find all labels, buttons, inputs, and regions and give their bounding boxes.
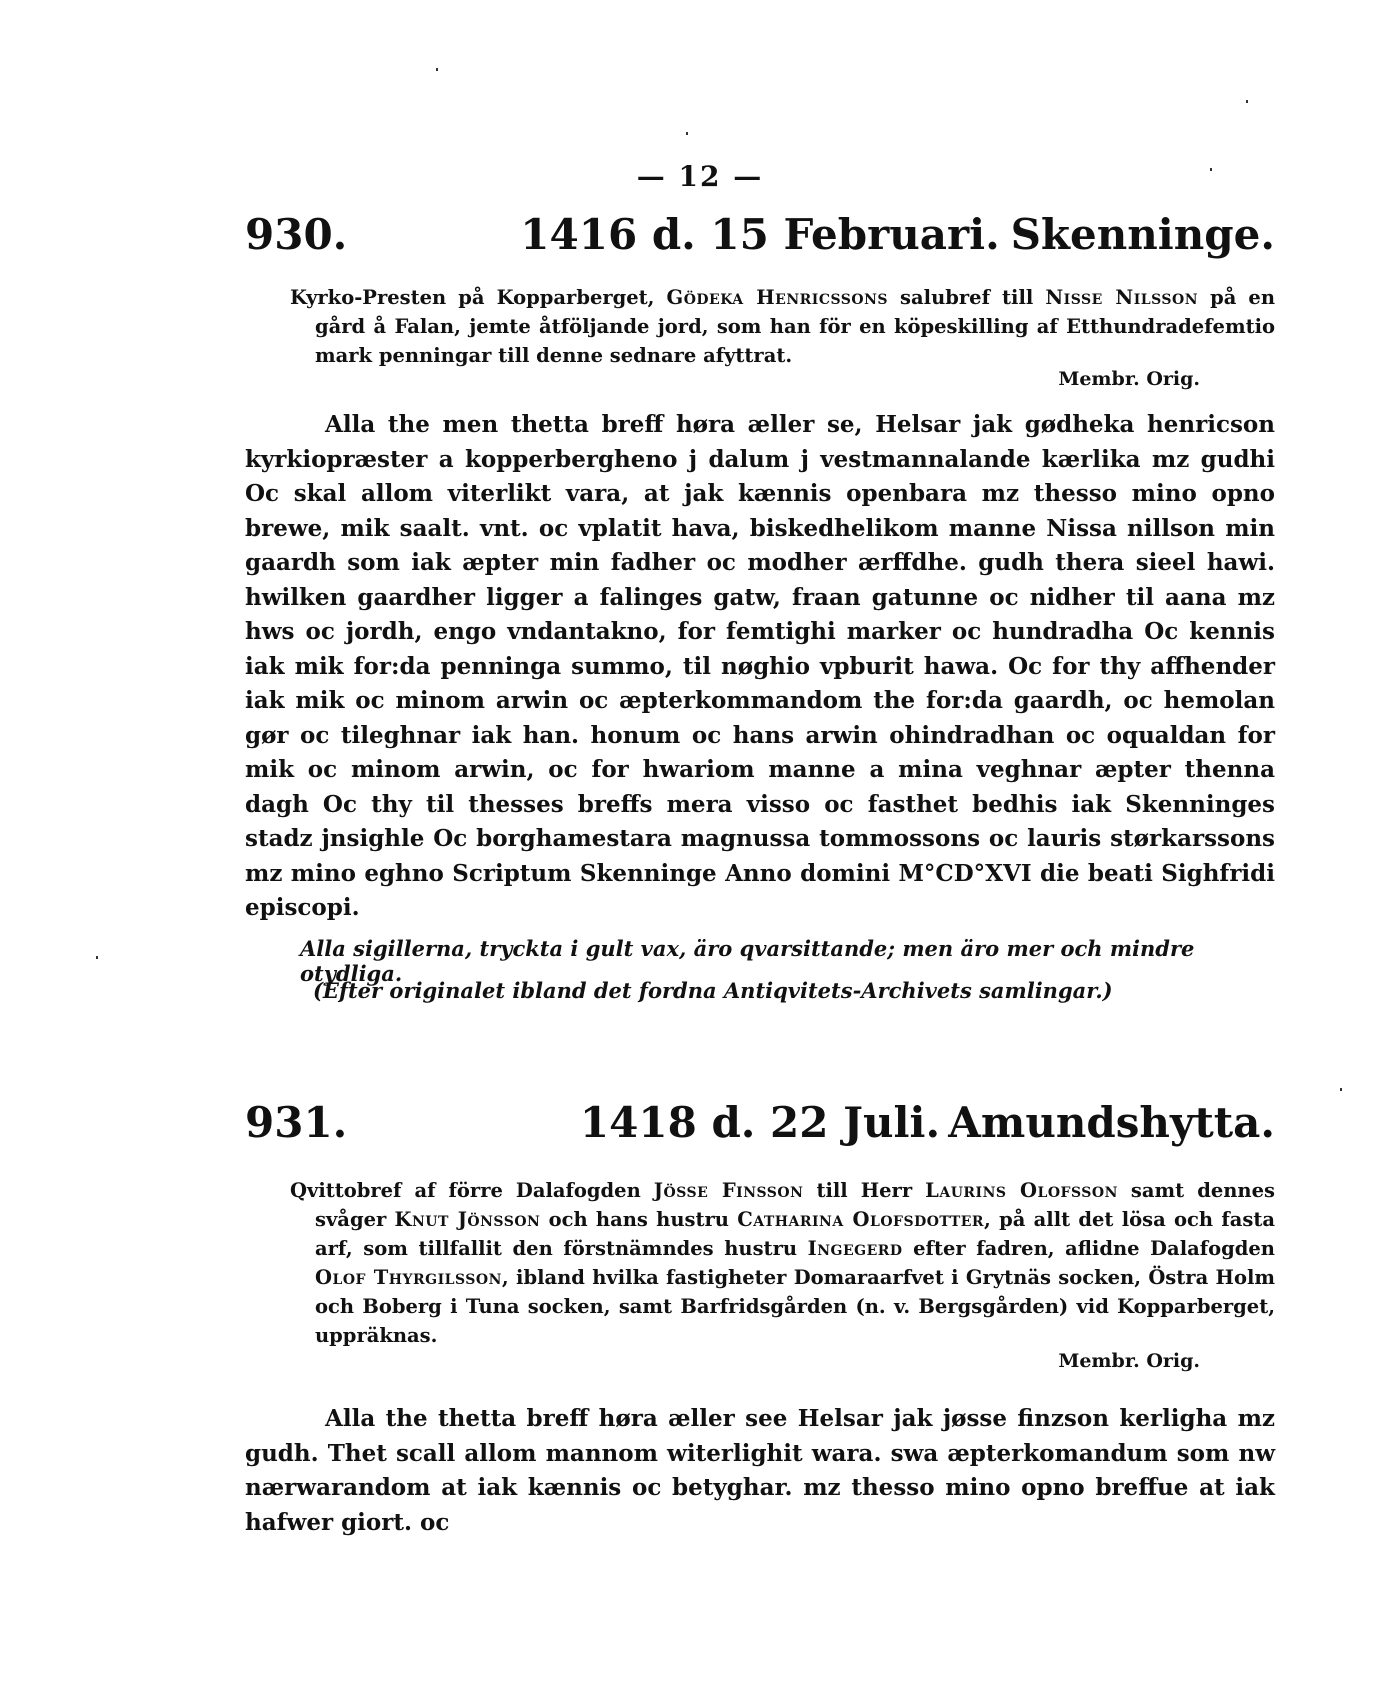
summary-text: samt dennes svåger <box>315 1179 1275 1231</box>
person-name: Nisse Nilsson <box>1045 286 1198 309</box>
print-speck <box>686 132 688 135</box>
summary-text: , på allt det lösa och fasta arf, som tillfallit den förstnämndes hustru <box>315 1208 1275 1260</box>
seal-note: Alla sigillerna, tryckta i gult vax, äro qvarsittande; men äro mer och mindre otydliga. <box>300 936 1195 986</box>
summary-text: på en gård å Falan, jemte åtföljande jord, som han för en köpeskilling af Etthundradefemtio mark penningar till denne sednare afyttrat. <box>315 286 1275 367</box>
summary-text: efter fadren, aflidne Dalafogden <box>902 1237 1275 1260</box>
entry-date: 1418 d. 22 Juli. <box>579 1098 941 1147</box>
summary-text: Qvittobref af förre Dalafogden <box>290 1179 654 1202</box>
summary-text: Kyrko-Presten på Kopparberget, <box>290 286 667 309</box>
person-name: Gödeka Henricssons <box>666 286 888 309</box>
summary-text: och hans hustru <box>540 1208 738 1231</box>
entry-place: Amundshytta. <box>948 1098 1275 1147</box>
charter-text: Alla the thetta breff høra æller see Helsar jak jøsse finzson kerligha mz gudh. Thet scall allom mannom witerlighit wara. swa æpterkomandum som nw nærwarandom at iak kænnis oc betyghar. mz thesso mino opno breffue at iak hafwer giort. oc <box>245 1405 1275 1536</box>
person-name: Ingegerd <box>807 1237 903 1260</box>
print-speck <box>96 956 98 959</box>
person-name: Catharina Olofsdotter <box>737 1208 985 1231</box>
summary-text: till Herr <box>803 1179 926 1202</box>
entry-place: Skenninge. <box>1010 210 1275 259</box>
person-name: Olof Thyrgilsson <box>315 1266 502 1289</box>
print-speck <box>1246 100 1248 103</box>
person-name: Jösse Finsson <box>653 1179 804 1202</box>
page-number: — 12 — <box>636 160 764 193</box>
print-speck <box>436 68 438 71</box>
provenance-note: (Efter originalet ibland det fordna Antiqvitets-Archivets samlingar.) <box>313 978 1113 1003</box>
summary-text: , ibland hvilka fastigheter Domaraarfvet i Grytnäs socken, Östra Holm och Boberg i Tuna socken, samt Barfridsgården (n. v. Bergsgården) vid Kopparberget, uppräknas. <box>315 1266 1276 1347</box>
person-name: Knut Jönsson <box>394 1208 541 1231</box>
entry-summary <box>270 1176 1275 1350</box>
charter-text: Alla the men thetta breff høra æller se, Helsar jak gødheka henricson kyrkiopræster a kopperbergheno j dalum j vestmannalande kærlika mz gudhi Oc skal allom viterlikt vara, at jak kænnis openbara mz thesso mino opno brewe, mik saalt. vnt. oc vplatit hava, biskedhelikom manne Nissa nillson min gaardh som iak æpter min fadher oc modher ærffdhe. gudh thera sieel hawi. hwilken gaardher ligger a falinges gatw, fraan gatunne oc nidher til aana mz hws oc jordh, engo vndantakno, for femtighi marker oc hundradha Oc kennis iak mik for:da penninga summo, til nøghio vpburit hawa. Oc for thy affhender iak mik oc minom arwin oc æpterkommandom the for:da gaardh, oc hemolan gør oc tileghnar iak han. honum oc hans arwin ohindradhan oc oqualdan for mik oc minom arwin, oc for hwariom manne a mina veghnar æpter thenna dagh Oc thy til thesses breffs mera visso oc fasthet bedhis iak Skenninges stadz jnsighle Oc borghamestara magnussa tommossons oc lauris størkarssons mz mino eghno Scriptum Skenninge Anno domini M°CD°XVI die beati Sighfridi episcopi. <box>245 411 1275 921</box>
print-speck <box>1210 168 1212 171</box>
source-note: Membr. Orig. <box>1058 368 1200 390</box>
entry-date: 1416 d. 15 Februari. <box>520 210 1000 259</box>
person-name: Laurins Olofsson <box>925 1179 1118 1202</box>
print-speck <box>1340 1088 1342 1091</box>
entry-summary <box>270 283 1275 370</box>
entry-number: 930. <box>245 210 348 259</box>
entry-number: 931. <box>245 1098 348 1147</box>
summary-text: salubref till <box>887 286 1046 309</box>
source-note: Membr. Orig. <box>1058 1350 1200 1372</box>
